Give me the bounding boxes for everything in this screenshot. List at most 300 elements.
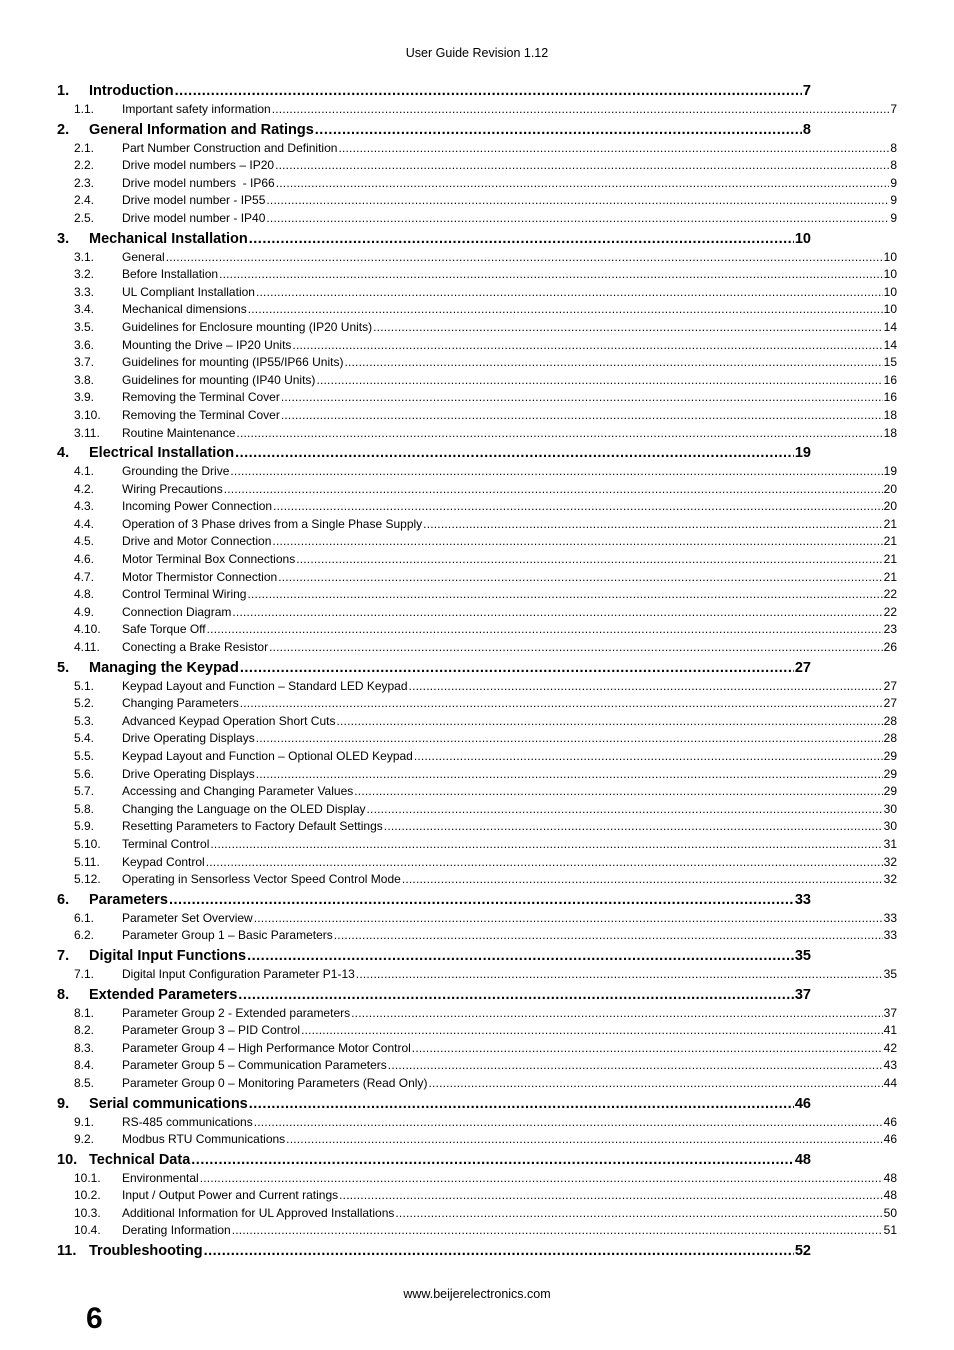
dot-leader — [224, 481, 883, 499]
toc-section-entry[interactable] — [57, 443, 811, 463]
subsection-page: 18 — [883, 425, 897, 440]
toc-subsection-entry[interactable] — [57, 498, 897, 516]
subsection-number: 5.1. — [74, 678, 95, 693]
dot-leader — [191, 1150, 794, 1170]
subsection-number: 2.4. — [74, 193, 95, 208]
subsection-page: 20 — [883, 499, 897, 514]
subsection-page: 43 — [883, 1058, 897, 1073]
subsection-page: 10 — [883, 249, 897, 264]
toc-subsection-entry[interactable] — [57, 210, 897, 228]
subsection-page: 26 — [883, 640, 897, 655]
dot-leader — [256, 730, 883, 748]
subsection-page: 10 — [883, 267, 897, 282]
dot-leader — [344, 354, 882, 372]
section-title: Parameters — [89, 891, 168, 908]
subsection-page: 28 — [883, 731, 897, 746]
section-number: 8. — [57, 986, 70, 1003]
dot-leader — [273, 498, 883, 516]
subsection-title: General — [122, 249, 165, 264]
subsection-number: 3.3. — [74, 284, 95, 299]
dot-leader — [235, 443, 794, 463]
toc-subsection-entry[interactable] — [57, 516, 897, 534]
dot-leader — [409, 678, 883, 696]
subsection-page: 48 — [883, 1170, 897, 1185]
toc-subsection-entry[interactable] — [57, 748, 897, 766]
section-page: 52 — [794, 1243, 811, 1260]
dot-leader — [373, 319, 883, 337]
toc-subsection-entry[interactable] — [57, 101, 897, 119]
toc-subsection-entry[interactable] — [57, 910, 897, 928]
dot-leader — [414, 748, 883, 766]
subsection-number: 10.2. — [74, 1188, 101, 1203]
subsection-title: Before Installation — [122, 267, 219, 282]
section-number: 9. — [57, 1095, 70, 1112]
subsection-number: 5.3. — [74, 713, 95, 728]
subsection-page: 19 — [883, 464, 897, 479]
dot-leader — [339, 1187, 883, 1205]
subsection-number: 6.2. — [74, 928, 95, 943]
dot-leader — [166, 249, 883, 267]
subsection-number: 3.10. — [74, 407, 101, 422]
subsection-title: Operating in Sensorless Vector Speed Control Mode — [122, 872, 401, 887]
section-title: General Information and Ratings — [89, 121, 314, 138]
toc-subsection-entry[interactable] — [57, 1170, 897, 1188]
subsection-title: RS-485 communications — [122, 1114, 253, 1129]
subsection-number: 4.8. — [74, 587, 95, 602]
subsection-page: 20 — [883, 481, 897, 496]
subsection-number: 4.5. — [74, 534, 95, 549]
subsection-page: 29 — [883, 766, 897, 781]
subsection-title: Modbus RTU Communications — [122, 1132, 286, 1147]
toc-subsection-entry[interactable] — [57, 1205, 897, 1223]
toc-subsection-entry[interactable] — [57, 695, 897, 713]
toc-subsection-entry[interactable] — [57, 157, 897, 175]
subsection-number: 4.4. — [74, 516, 95, 531]
dot-leader — [232, 604, 882, 622]
subsection-title: Additional Information for UL Approved Installations — [122, 1205, 395, 1220]
toc-subsection-entry[interactable] — [57, 175, 897, 193]
subsection-page: 15 — [883, 355, 897, 370]
toc-subsection-entry[interactable] — [57, 730, 897, 748]
subsection-number: 5.4. — [74, 731, 95, 746]
dot-leader — [219, 266, 883, 284]
dot-leader — [169, 890, 794, 910]
subsection-page: 21 — [883, 569, 897, 584]
section-page: 10 — [794, 230, 811, 247]
subsection-number: 5.5. — [74, 749, 95, 763]
subsection-number: 8.5. — [74, 1075, 95, 1090]
section-number: 5. — [57, 659, 70, 676]
toc-section-entry[interactable] — [57, 229, 811, 249]
toc-subsection-entry[interactable] — [57, 586, 897, 604]
section-page: 35 — [794, 947, 811, 964]
section-title: Serial communications — [89, 1095, 248, 1112]
subsection-title: Part Number Construction and Definition — [122, 140, 338, 155]
toc-subsection-entry[interactable] — [57, 301, 897, 319]
dot-leader — [278, 569, 882, 587]
table-of-contents — [57, 80, 897, 1261]
section-number: 11. — [57, 1243, 77, 1260]
toc-subsection-entry[interactable] — [57, 1040, 897, 1058]
toc-section-entry[interactable] — [57, 1094, 811, 1114]
subsection-title: Connection Diagram — [122, 604, 232, 619]
subsection-title: UL Compliant Installation — [122, 284, 255, 299]
toc-subsection-entry[interactable] — [57, 871, 897, 889]
subsection-number: 9.1. — [74, 1114, 95, 1129]
section-page: 27 — [794, 659, 811, 676]
subsection-number: 4.6. — [74, 552, 95, 567]
section-title: Technical Data — [89, 1151, 191, 1168]
toc-subsection-entry[interactable] — [57, 407, 897, 425]
subsection-number: 3.2. — [74, 267, 95, 282]
subsection-number: 2.3. — [74, 175, 95, 190]
dot-leader — [236, 425, 882, 443]
dot-leader — [254, 910, 883, 928]
subsection-page: 42 — [883, 1040, 897, 1055]
dot-leader — [204, 1241, 794, 1261]
section-title: Troubleshooting — [89, 1243, 203, 1260]
subsection-number: 6.1. — [74, 910, 95, 925]
subsection-title: Grounding the Drive — [122, 464, 230, 479]
subsection-title: Drive Operating Displays — [122, 731, 255, 746]
subsection-page: 29 — [883, 784, 897, 799]
subsection-number: 10.4. — [74, 1223, 101, 1238]
toc-section-entry[interactable] — [57, 1241, 811, 1261]
subsection-number: 3.4. — [74, 302, 95, 317]
subsection-title: Parameter Group 2 - Extended parameters — [122, 1005, 351, 1020]
section-page: 46 — [794, 1095, 811, 1112]
subsection-number: 8.1. — [74, 1005, 95, 1020]
toc-subsection-entry[interactable] — [57, 1005, 897, 1023]
subsection-title: Keypad Layout and Function – Standard LED Keypad — [122, 678, 408, 693]
page-number: 6 — [86, 1302, 103, 1335]
dot-leader — [354, 783, 882, 801]
toc-subsection-entry[interactable] — [57, 140, 897, 158]
subsection-title: Drive Operating Displays — [122, 766, 255, 781]
subsection-number: 4.1. — [74, 464, 95, 479]
section-page: 33 — [794, 891, 811, 908]
toc-section-entry[interactable] — [57, 1150, 811, 1170]
subsection-title: Guidelines for mounting (IP40 Units) — [122, 372, 316, 387]
subsection-number: 4.9. — [74, 604, 95, 619]
dot-leader — [247, 946, 794, 966]
subsection-number: 3.6. — [74, 337, 95, 352]
subsection-number: 5.12. — [74, 872, 101, 887]
subsection-title: Incoming Power Connection — [122, 499, 273, 514]
dot-leader — [395, 1205, 882, 1223]
subsection-page: 23 — [883, 622, 897, 637]
toc-subsection-entry[interactable] — [57, 783, 897, 801]
subsection-title: Removing the Terminal Cover — [122, 407, 280, 422]
toc-subsection-entry[interactable] — [57, 836, 897, 854]
subsection-page: 9 — [890, 175, 897, 190]
subsection-number: 3.9. — [74, 390, 95, 405]
subsection-title: Parameter Group 3 – PID Control — [122, 1023, 301, 1038]
subsection-title: Routine Maintenance — [122, 425, 236, 440]
dot-leader — [281, 389, 883, 407]
section-page: 7 — [802, 83, 811, 99]
toc-subsection-entry[interactable] — [57, 766, 897, 784]
subsection-page: 37 — [883, 1005, 897, 1020]
subsection-title: Digital Input Configuration Parameter P1-13 — [122, 966, 355, 981]
section-number: 4. — [57, 445, 70, 462]
page-header: User Guide Revision 1.12 — [405, 46, 549, 60]
page-footer: www.beijerelectronics.com — [403, 1287, 551, 1301]
subsection-number: 5.10. — [74, 836, 101, 851]
toc-section-entry[interactable] — [57, 120, 811, 140]
section-title: Mechanical Installation — [89, 230, 248, 247]
subsection-page: 48 — [883, 1188, 897, 1203]
subsection-page: 8 — [890, 158, 897, 173]
subsection-page: 32 — [883, 854, 897, 869]
dot-leader — [316, 372, 882, 390]
subsection-page: 33 — [883, 928, 897, 943]
toc-subsection-entry[interactable] — [57, 337, 897, 355]
dot-leader — [240, 695, 883, 713]
subsection-number: 5.9. — [74, 819, 95, 834]
subsection-page: 27 — [883, 678, 897, 693]
toc-subsection-entry[interactable] — [57, 249, 897, 267]
subsection-number: 1.1. — [74, 102, 95, 116]
dot-leader — [351, 1005, 883, 1023]
section-number: 3. — [57, 230, 70, 247]
toc-section-entry[interactable] — [57, 81, 811, 101]
subsection-number: 9.2. — [74, 1132, 95, 1147]
dot-leader — [256, 284, 883, 302]
dot-leader — [272, 533, 882, 551]
dot-leader — [207, 621, 883, 639]
subsection-title: Keypad Layout and Function – Optional OLED Keypad — [122, 749, 413, 763]
subsection-title: Guidelines for Enclosure mounting (IP20 Units) — [122, 319, 373, 334]
toc-subsection-entry[interactable] — [57, 713, 897, 731]
subsection-title: Parameter Group 4 – High Performance Motor Control — [122, 1040, 411, 1055]
dot-leader — [301, 1022, 883, 1040]
section-number: 7. — [57, 947, 70, 964]
subsection-number: 4.3. — [74, 499, 95, 514]
dot-leader — [281, 407, 883, 425]
toc-subsection-entry[interactable] — [57, 678, 897, 696]
dot-leader — [338, 140, 889, 158]
subsection-number: 5.11. — [74, 854, 100, 869]
subsection-page: 41 — [883, 1023, 897, 1038]
toc-subsection-entry[interactable] — [57, 854, 897, 872]
subsection-title: Environmental — [122, 1170, 199, 1185]
subsection-title: Input / Output Power and Current ratings — [122, 1188, 339, 1203]
toc-subsection-entry[interactable] — [57, 463, 897, 481]
subsection-page: 10 — [883, 284, 897, 299]
toc-subsection-entry[interactable] — [57, 1114, 897, 1132]
dot-leader — [230, 463, 882, 481]
toc-subsection-entry[interactable] — [57, 1057, 897, 1075]
dot-leader — [367, 801, 883, 819]
dot-leader — [296, 551, 882, 569]
dot-leader — [200, 1170, 883, 1188]
section-number: 10. — [57, 1151, 78, 1168]
section-title: Extended Parameters — [89, 986, 238, 1003]
subsection-page: 21 — [883, 552, 897, 567]
toc-subsection-entry[interactable] — [57, 284, 897, 302]
subsection-number: 3.11. — [74, 425, 100, 440]
subsection-page: 18 — [883, 407, 897, 422]
subsection-title: Drive model numbers – IP20 — [122, 158, 275, 173]
toc-subsection-entry[interactable] — [57, 621, 897, 639]
subsection-title: Changing the Language on the OLED Display — [122, 801, 366, 816]
subsection-page: 22 — [883, 587, 897, 602]
dot-leader — [238, 985, 794, 1005]
subsection-number: 4.2. — [74, 481, 95, 496]
subsection-number: 5.6. — [74, 766, 95, 781]
subsection-page: 50 — [883, 1205, 897, 1220]
toc-subsection-entry[interactable] — [57, 966, 897, 984]
subsection-title: Operation of 3 Phase drives from a Single Phase Supply — [122, 516, 423, 531]
dot-leader — [206, 854, 883, 872]
subsection-title: Changing Parameters — [122, 696, 239, 711]
section-page: 19 — [794, 445, 811, 462]
dot-leader — [247, 586, 882, 604]
toc-section-entry[interactable] — [57, 658, 811, 678]
subsection-page: 27 — [883, 696, 897, 711]
subsection-title: Drive model number - IP40 — [122, 210, 266, 225]
toc-subsection-entry[interactable] — [57, 927, 897, 945]
subsection-number: 5.2. — [74, 696, 95, 711]
toc-subsection-entry[interactable] — [57, 639, 897, 657]
subsection-title: Derating Information — [122, 1223, 231, 1238]
subsection-page: 46 — [883, 1132, 897, 1147]
subsection-title: Mounting the Drive – IP20 Units — [122, 337, 292, 352]
dot-leader — [412, 1040, 883, 1058]
subsection-page: 16 — [883, 390, 897, 405]
subsection-title: Guidelines for mounting (IP55/IP66 Units) — [122, 355, 344, 370]
subsection-title: Keypad Control — [122, 854, 205, 869]
subsection-page: 14 — [883, 337, 897, 352]
subsection-number: 10.3. — [74, 1205, 101, 1220]
dot-leader — [240, 658, 794, 678]
dot-leader — [266, 192, 889, 210]
subsection-page: 14 — [883, 319, 897, 334]
subsection-number: 5.7. — [74, 784, 95, 799]
subsection-title: Mechanical dimensions — [122, 302, 247, 317]
subsection-page: 30 — [883, 819, 897, 834]
subsection-page: 7 — [890, 102, 897, 116]
section-number: 2. — [57, 121, 70, 138]
dot-leader — [428, 1075, 882, 1093]
toc-subsection-entry[interactable] — [57, 569, 897, 587]
subsection-title: Wiring Precautions — [122, 481, 223, 496]
subsection-page: 9 — [890, 210, 897, 225]
toc-section-entry[interactable] — [57, 946, 811, 966]
subsection-title: Motor Thermistor Connection — [122, 569, 278, 584]
subsection-number: 3.7. — [74, 355, 95, 370]
toc-subsection-entry[interactable] — [57, 1075, 897, 1093]
subsection-number: 2.2. — [74, 158, 95, 173]
dot-leader — [388, 1057, 883, 1075]
toc-subsection-entry[interactable] — [57, 372, 897, 390]
dot-leader — [175, 81, 802, 101]
subsection-number: 3.5. — [74, 319, 95, 334]
subsection-page: 30 — [883, 801, 897, 816]
toc-subsection-entry[interactable] — [57, 1131, 897, 1149]
subsection-page: 28 — [883, 713, 897, 728]
dot-leader — [384, 818, 883, 836]
toc-subsection-entry[interactable] — [57, 425, 897, 443]
toc-subsection-entry[interactable] — [57, 1187, 897, 1205]
subsection-number: 7.1. — [74, 966, 95, 981]
section-title: Digital Input Functions — [89, 947, 247, 964]
toc-section-entry[interactable] — [57, 890, 811, 910]
subsection-page: 31 — [883, 836, 897, 851]
dot-leader — [269, 639, 883, 657]
section-page: 8 — [802, 121, 811, 138]
toc-subsection-entry[interactable] — [57, 389, 897, 407]
subsection-number: 4.10. — [74, 622, 101, 637]
toc-subsection-entry[interactable] — [57, 266, 897, 284]
subsection-number: 4.7. — [74, 569, 95, 584]
subsection-title: Conecting a Brake Resistor — [122, 640, 269, 655]
subsection-page: 8 — [890, 140, 897, 155]
dot-leader — [249, 1094, 794, 1114]
toc-subsection-entry[interactable] — [57, 319, 897, 337]
dot-leader — [356, 966, 883, 984]
subsection-number: 2.5. — [74, 210, 95, 225]
toc-subsection-entry[interactable] — [57, 533, 897, 551]
subsection-page: 29 — [883, 749, 897, 763]
subsection-number: 5.8. — [74, 801, 95, 816]
subsection-title: Resetting Parameters to Factory Default Settings — [122, 819, 383, 834]
dot-leader — [275, 157, 889, 175]
subsection-number: 2.1. — [74, 140, 95, 155]
subsection-number: 10.1. — [74, 1170, 101, 1185]
toc-subsection-entry[interactable] — [57, 1022, 897, 1040]
dot-leader — [334, 927, 883, 945]
subsection-number: 4.11. — [74, 640, 100, 655]
subsection-page: 16 — [883, 372, 897, 387]
toc-section-entry[interactable] — [57, 985, 811, 1005]
toc-subsection-entry[interactable] — [57, 801, 897, 819]
subsection-title: Advanced Keypad Operation Short Cuts — [122, 713, 336, 728]
toc-subsection-entry[interactable] — [57, 604, 897, 622]
dot-leader — [402, 871, 883, 889]
dot-leader — [256, 766, 883, 784]
toc-subsection-entry[interactable] — [57, 354, 897, 372]
subsection-title: Parameter Group 1 – Basic Parameters — [122, 928, 333, 943]
section-page: 48 — [794, 1151, 811, 1168]
subsection-title: Parameter Group 0 – Monitoring Parameters (Read Only) — [122, 1075, 428, 1090]
subsection-page: 32 — [883, 872, 897, 887]
toc-subsection-entry[interactable] — [57, 551, 897, 569]
toc-subsection-entry[interactable] — [57, 192, 897, 210]
dot-leader — [315, 120, 802, 140]
subsection-page: 35 — [883, 966, 897, 981]
dot-leader — [266, 210, 889, 228]
section-title: Electrical Installation — [89, 445, 235, 462]
subsection-title: Control Terminal Wiring — [122, 587, 247, 602]
subsection-number: 3.8. — [74, 372, 95, 387]
subsection-page: 10 — [883, 302, 897, 317]
toc-subsection-entry[interactable] — [57, 1222, 897, 1240]
subsection-title: Drive model number - IP55 — [122, 193, 266, 208]
dot-leader — [276, 175, 890, 193]
dot-leader — [423, 516, 882, 534]
dot-leader — [254, 1114, 883, 1132]
subsection-page: 22 — [883, 604, 897, 619]
subsection-title: Accessing and Changing Parameter Values — [122, 784, 354, 799]
subsection-number: 8.3. — [74, 1040, 95, 1055]
section-number: 1. — [57, 83, 70, 99]
subsection-title: Drive model numbers - IP66 — [122, 175, 275, 190]
toc-subsection-entry[interactable] — [57, 818, 897, 836]
toc-subsection-entry[interactable] — [57, 481, 897, 499]
subsection-title: Removing the Terminal Cover — [122, 390, 280, 405]
